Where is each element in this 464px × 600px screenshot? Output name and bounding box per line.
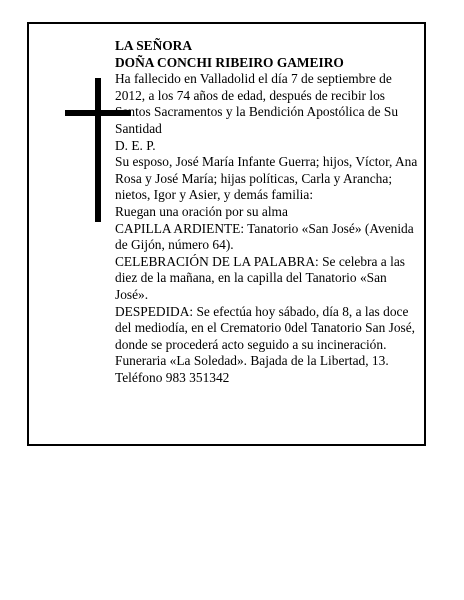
phone-number: Teléfono 983 351342 — [115, 369, 230, 385]
farewell-info: DESPEDIDA: Se efectúa hoy sábado, día 8, a las doce del mediodía, en el Crematorio 0del Tanatorio San José, donde se procederá acto seguido a su incineración. — [115, 303, 416, 352]
heading-title: LA SEÑORA — [115, 38, 193, 53]
cross-vertical-bar — [95, 78, 101, 222]
death-statement: Ha fallecido en Valladolid el día 7 de septiembre de 2012, a los 74 años de edad, después de recibir los Santos Sacramentos y la Bendición Apostólica de Su Santidad — [115, 71, 399, 136]
rip-line: D. E. P. — [115, 137, 156, 153]
notice-text — [115, 38, 421, 386]
chapel-info: CAPILLA ARDIENTE: Tanatorio «San José» (Avenida de Gijón, número 64). — [115, 220, 414, 253]
family-list: Su esposo, José María Infante Guerra; hijos, Víctor, Ana Rosa y José María; hijas políticas, Carla y Arancha; nietos, Igor y Asier, y demás familia: — [115, 154, 418, 203]
prayer-request: Ruegan una oración por su alma — [115, 203, 288, 219]
service-info: CELEBRACIÓN DE LA PALABRA: Se celebra a las diez de la mañana, en la capilla del Tanatorio «San José». — [115, 253, 405, 302]
funeral-home: Funeraria «La Soledad». Bajada de la Libertad, 13. — [115, 353, 389, 369]
deceased-name: DOÑA CONCHI RIBEIRO GAMEIRO — [115, 54, 344, 70]
